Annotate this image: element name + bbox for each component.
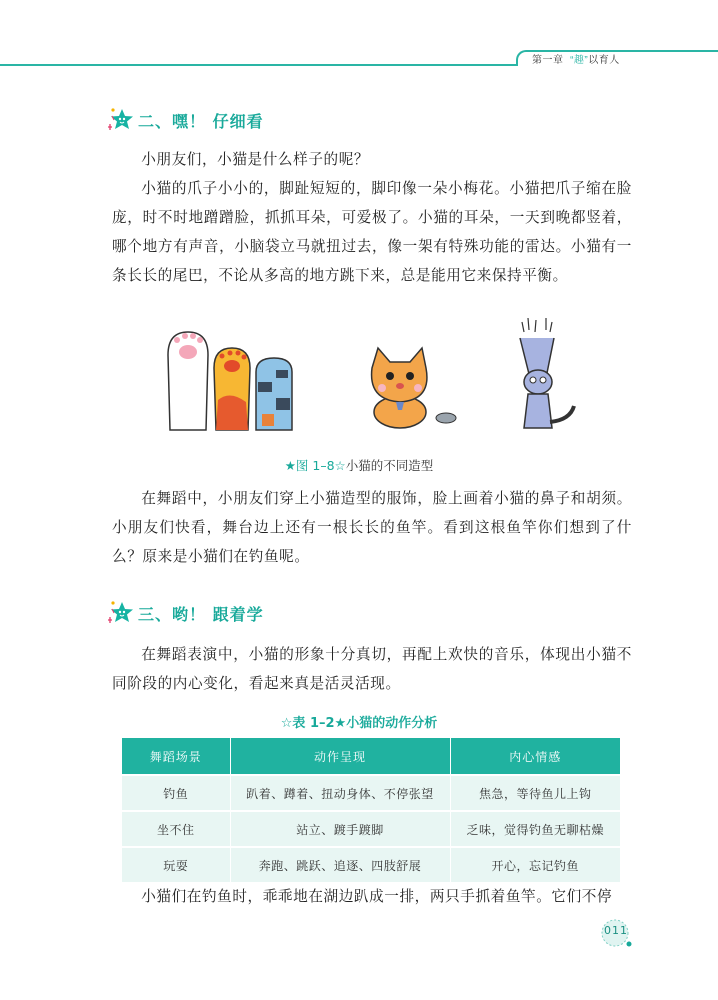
paragraph-text: 小猫们在钓鱼时，乖乖地在湖边趴成一排，两只手抓着鱼竿。它们不停 (141, 888, 613, 905)
orange-cat-illustration (372, 348, 456, 428)
figure-label: ★图 1–8☆ (284, 458, 346, 473)
section-title: 二、嘿！ 仔细看 (138, 112, 264, 131)
page-number: 011 (604, 924, 628, 937)
chapter-title-quote: “趣” (570, 55, 589, 66)
paragraph-cat-appearance (112, 145, 632, 290)
table-cell: 奔跑、跳跃、追逐、四肢舒展 (230, 847, 450, 882)
table-cell: 玩耍 (122, 847, 230, 882)
running-header (532, 51, 620, 66)
orange-paw-illustration (214, 348, 250, 430)
cat-action-table (122, 738, 620, 882)
grey-cat-illustration (520, 318, 574, 428)
table-row (122, 775, 620, 811)
table-cell: 焦急，等待鱼儿上钩 (450, 775, 620, 811)
table-header-cell: 内心情感 (450, 738, 620, 775)
chapter-label: 第一章 (532, 55, 564, 66)
paragraph-line: 小猫的爪子小小的，脚趾短短的，脚印像一朵小梅花。小猫把爪子缩在脸庞，时不时地蹭蹭脸，抓抓耳朵，可爱极了。小猫的耳朵，一天到晚都竖着，哪个地方有声音，小脑袋立马就扭过去，像一架有特殊功能的雷达。小猫有一条长长的尾巴，不论从多高的地方跳下来，总是能用它来保持平衡。 (112, 180, 632, 284)
star-icon (106, 104, 136, 134)
table-row (122, 847, 620, 882)
table-label: ☆表 1–2★ (280, 716, 347, 731)
table-caption-text: 小猫的动作分析 (346, 716, 438, 731)
cat-illustrations (150, 310, 590, 440)
figure-caption (0, 456, 718, 474)
table-cell: 站立、踱手踱脚 (230, 811, 450, 847)
table-cell: 乏味，觉得钓鱼无聊枯燥 (450, 811, 620, 847)
star-icon (106, 597, 136, 627)
table-cell: 钓鱼 (122, 775, 230, 811)
table-cell: 坐不住 (122, 811, 230, 847)
chapter-title-rest: 以育人 (588, 55, 620, 66)
paragraph-line: 小朋友们，小猫是什么样子的呢？ (141, 151, 370, 168)
table-cell: 开心，忘记钓鱼 (450, 847, 620, 882)
paragraph-dance-costume (112, 484, 632, 571)
paragraph-performance (112, 640, 632, 698)
table-header-cell: 舞蹈场景 (122, 738, 230, 775)
table-cell: 趴着、蹲着、扭动身体、不停张望 (230, 775, 450, 811)
paragraph-fishing (112, 882, 632, 911)
paragraph-text: 在舞蹈中，小朋友们穿上小猫造型的服饰，脸上画着小猫的鼻子和胡须。小朋友们快看，舞台边上还有一根长长的鱼竿。看到这根鱼竿你们想到了什么？原来是小猫们在钓鱼呢。 (112, 490, 632, 565)
blue-paw-illustration (256, 358, 292, 430)
table-row (122, 811, 620, 847)
figure-caption-text: 小猫的不同造型 (345, 458, 434, 473)
table-header-cell: 动作呈现 (230, 738, 450, 775)
table-caption (0, 712, 718, 731)
table-header-row (122, 738, 620, 775)
section-title: 三、哟！ 跟着学 (138, 605, 264, 624)
paragraph-text: 在舞蹈表演中，小猫的形象十分真切，再配上欢快的音乐，体现出小猫不同阶段的内心变化，看起来真是活灵活现。 (112, 646, 632, 692)
white-paw-illustration (168, 332, 208, 430)
